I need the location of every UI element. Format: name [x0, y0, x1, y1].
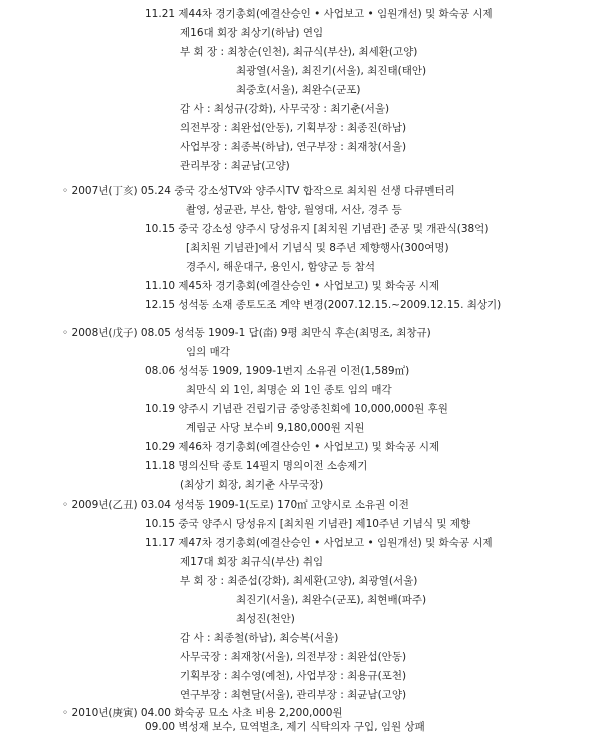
text-line: 제17대 회장 최규식(부산) 취임: [180, 556, 324, 568]
text-line: 감 사 : 최성규(강화), 사무국장 : 최기춘(서울): [180, 103, 390, 115]
text-line: 최광열(서울), 최진기(서울), 최진태(태안): [236, 65, 427, 77]
text-line: (최상기 회장, 최기춘 사무국장): [180, 479, 324, 491]
text-line: 최중호(서울), 최완수(군포): [236, 84, 361, 96]
text-line: 12.15 성석동 소재 종토도조 계약 변경(2007.12.15.~2009.12.15. 최상기): [145, 299, 502, 311]
text-line: 의전부장 : 최완섭(안동), 기획부장 : 최종진(하남): [180, 122, 407, 134]
text-line: [최치원 기념관]에서 기념식 및 8주년 제향행사(300여명): [186, 242, 449, 254]
text-line: 경주시, 해운대구, 용인시, 함양군 등 참석: [186, 261, 375, 273]
text-line: 08.06 성석동 1909, 1909-1번지 소유권 이전(1,589㎡): [145, 365, 410, 377]
text-line: 감 사 : 최종철(하남), 최승복(서울): [180, 632, 339, 644]
text-line: 최만식 외 1인, 최명순 외 1인 종토 임의 매각: [186, 384, 392, 396]
text-line: 10.15 중국 양주시 당성유지 [최치원 기념관] 제10주년 기념식 및 제향: [145, 518, 471, 530]
text-line: 10.19 양주시 기념관 건립기금 중앙종친회에 10,000,000원 후원: [145, 403, 448, 415]
text-line: 계림군 사당 보수비 9,180,000원 지원: [186, 422, 365, 434]
year-entry: ◦ 2008년(戊子) 08.05 성석동 1909-1 답(畓) 9평 최만식 후손(최명조, 최창규): [62, 327, 431, 339]
text-line: 11.17 제47차 경기총회(예결산승인 • 사업보고 • 임원개선) 및 화숙공 시제: [145, 537, 493, 549]
text-line: 부 회 장 : 최창순(인천), 최규식(부산), 최세환(고양): [180, 46, 418, 58]
text-line: 제16대 회장 최상기(하남) 연임: [180, 27, 324, 39]
text-line: 10.15 중국 강소성 양주시 당성유지 [최치원 기념관] 준공 및 개관식(38억): [145, 223, 489, 235]
text-line: 사업부장 : 최종복(하남), 연구부장 : 최재창(서울): [180, 141, 407, 153]
text-line: 09.00 벽성재 보수, 묘역벌초, 제기 식탁의자 구입, 임원 상패: [145, 721, 425, 733]
text-line: 11.18 명의신탁 종토 14필지 명의이전 소송제기: [145, 460, 368, 472]
year-entry: ◦ 2007년(丁亥) 05.24 중국 강소성TV와 양주시TV 합작으로 최치원 선생 다큐멘터리: [62, 185, 455, 197]
text-line: 부 회 장 : 최준섭(강화), 최세환(고양), 최광열(서울): [180, 575, 418, 587]
text-line: 11.10 제45차 경기총회(예결산승인 • 사업보고) 및 화숙공 시제: [145, 280, 440, 292]
text-line: 촬영, 성균관, 부산, 함양, 월영대, 서산, 경주 등: [186, 204, 402, 216]
text-line: 최성진(천안): [236, 613, 295, 625]
year-entry: ◦ 2009년(乙丑) 03.04 성석동 1909-1(도로) 170㎡ 고양시로 소유권 이전: [62, 499, 409, 511]
text-line: 최진기(서울), 최완수(군포), 최현배(파주): [236, 594, 427, 606]
text-line: 임의 매각: [186, 346, 230, 358]
text-line: 사무국장 : 최재창(서울), 의전부장 : 최완섭(안동): [180, 651, 407, 663]
text-line: 기획부장 : 최수영(예천), 사업부장 : 최용규(포천): [180, 670, 407, 682]
year-entry: ◦ 2010년(庚寅) 04.00 화숙공 묘소 사초 비용 2,200,000원: [62, 707, 343, 719]
text-line: 관리부장 : 최균남(고양): [180, 160, 290, 172]
text-line: 11.21 제44차 경기총회(예결산승인 • 사업보고 • 임원개선) 및 화숙공 시제: [145, 8, 493, 20]
text-line: 연구부장 : 최현달(서울), 관리부장 : 최균남(고양): [180, 689, 407, 701]
text-line: 10.29 제46차 경기총회(예결산승인 • 사업보고) 및 화숙공 시제: [145, 441, 440, 453]
